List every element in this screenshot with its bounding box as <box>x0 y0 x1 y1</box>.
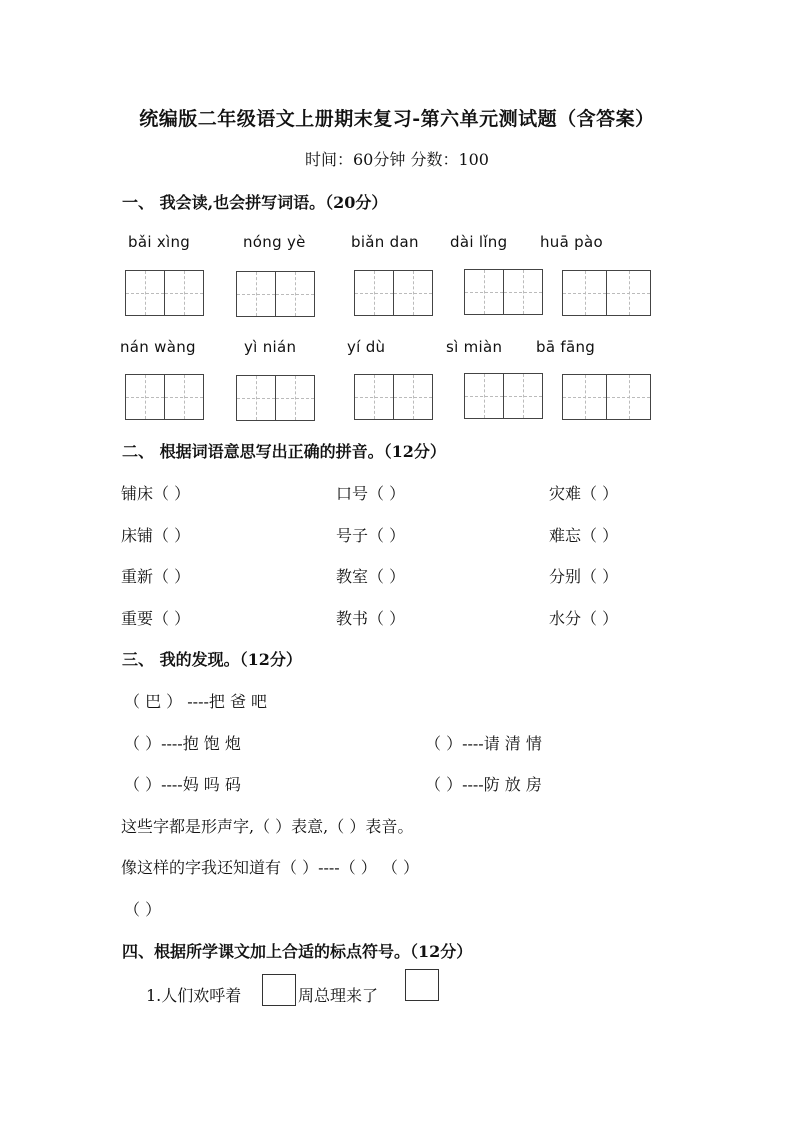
question-1-text: 周总理来了 <box>298 986 379 1005</box>
pinyin-label: nán wàng <box>120 338 196 356</box>
pinyin-fill-item[interactable]: 分别（ ） <box>549 567 619 586</box>
writing-grid[interactable] <box>236 375 315 421</box>
more-examples-blank[interactable]: （ ） <box>124 900 162 919</box>
example-line: （ 巴 ） ----把 爸 吧 <box>124 692 268 711</box>
question-1-text: 1.人们欢呼着 <box>146 986 242 1005</box>
section4-heading: 四、根据所学课文加上合适的标点符号。（12分） <box>122 942 473 961</box>
pinyin-fill-item[interactable]: 口号（ ） <box>336 484 406 503</box>
writing-grid[interactable] <box>236 271 315 317</box>
pinyin-label: sì miàn <box>446 338 503 356</box>
discovery-fill[interactable]: （ ）----请 清 情 <box>425 734 542 753</box>
writing-grid[interactable] <box>354 270 433 316</box>
pinyin-fill-item[interactable]: 灾难（ ） <box>549 484 619 503</box>
section1-heading: 一、 我会读,也会拼写词语。（20分） <box>122 193 388 212</box>
pinyin-fill-item[interactable]: 重要（ ） <box>121 609 191 628</box>
pinyin-fill-item[interactable]: 难忘（ ） <box>549 526 619 545</box>
section2-heading: 二、 根据词语意思写出正确的拼音。（12分） <box>122 442 446 461</box>
time-score-line: 时间：60分钟 分数：100 <box>305 150 489 169</box>
writing-grid[interactable] <box>464 373 543 419</box>
pinyin-label: biǎn dan <box>351 233 419 251</box>
pinyin-fill-item[interactable]: 重新（ ） <box>121 567 191 586</box>
pinyin-fill-item[interactable]: 床铺（ ） <box>121 526 191 545</box>
pinyin-label: nóng yè <box>243 233 306 251</box>
punctuation-box[interactable] <box>262 974 296 1006</box>
discovery-fill[interactable]: （ ）----妈 吗 码 <box>124 775 241 794</box>
writing-grid[interactable] <box>354 374 433 420</box>
punctuation-box[interactable] <box>405 969 439 1001</box>
more-examples-line[interactable]: 像这样的字我还知道有（ ）----（ ） （ ） <box>121 858 419 877</box>
discovery-fill[interactable]: （ ）----抱 饱 炮 <box>124 734 241 753</box>
pinyin-label: yì nián <box>244 338 297 356</box>
pinyin-label: huā pào <box>540 233 603 251</box>
writing-grid[interactable] <box>125 270 204 316</box>
pinyin-label: bā fāng <box>536 338 596 356</box>
writing-grid[interactable] <box>464 269 543 315</box>
writing-grid[interactable] <box>125 374 204 420</box>
section3-heading: 三、 我的发现。（12分） <box>122 650 302 669</box>
pinyin-fill-item[interactable]: 水分（ ） <box>549 609 619 628</box>
phonetic-semantic-line[interactable]: 这些字都是形声字,（ ）表意,（ ）表音。 <box>121 817 414 836</box>
pinyin-label: dài lǐng <box>450 233 508 251</box>
pinyin-fill-item[interactable]: 教书（ ） <box>336 609 406 628</box>
writing-grid[interactable] <box>562 374 651 420</box>
pinyin-fill-item[interactable]: 教室（ ） <box>336 567 406 586</box>
pinyin-fill-item[interactable]: 铺床（ ） <box>121 484 191 503</box>
pinyin-label: yí dù <box>347 338 386 356</box>
page-title: 统编版二年级语文上册期末复习-第六单元测试题（含答案） <box>139 108 655 130</box>
discovery-fill[interactable]: （ ）----防 放 房 <box>425 775 542 794</box>
pinyin-fill-item[interactable]: 号子（ ） <box>336 526 406 545</box>
writing-grid[interactable] <box>562 270 651 316</box>
pinyin-label: bǎi xìng <box>128 233 191 251</box>
